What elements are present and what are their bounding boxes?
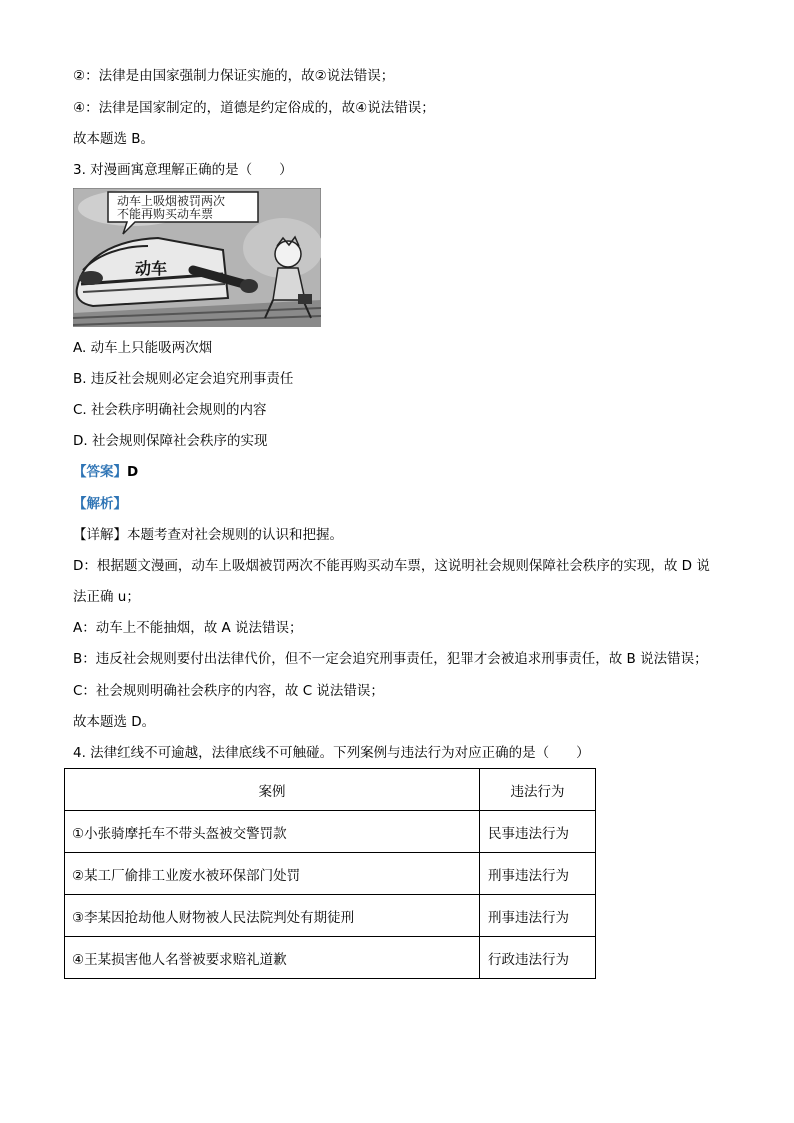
table-row	[65, 895, 596, 937]
analysis-line	[73, 494, 127, 514]
bubble-text: 不能再购买动车票	[117, 207, 214, 221]
table-cell: 刑事违法行为	[480, 895, 596, 937]
table-cell: ④王某损害他人名誉被要求赔礼道歉	[65, 937, 480, 979]
text-line: A：动车上不能抽烟，故 A 说法错误；	[73, 620, 303, 636]
question-4: 4. 法律红线不可逾越，法律底线不可触碰。下列案例与违法行为对应正确的是（ ）	[73, 745, 590, 761]
text-line: B：违反社会规则要付出法律代价，但不一定会追究刑事责任，犯罪才会被追求刑事责任，故 B 说法错误；	[73, 651, 708, 667]
train-label: 动车	[135, 259, 168, 278]
text-line: 法正确 u；	[73, 589, 140, 605]
answer-tag: 【答案】	[73, 464, 127, 480]
text-line: D：根据题文漫画，动车上吸烟被罚两次不能再购买动车票，这说明社会规则保障社会秩序的实现，故 D 说	[73, 558, 710, 574]
table-cell: 刑事违法行为	[480, 853, 596, 895]
table-cell: 行政违法行为	[480, 937, 596, 979]
text-line: ②：法律是由国家强制力保证实施的，故②说法错误；	[73, 68, 395, 84]
table-header: 违法行为	[480, 769, 596, 811]
option-c: C. 社会秩序明确社会规则的内容	[73, 402, 267, 418]
detail-line: 【详解】本题考查对社会规则的认识和把握。	[73, 527, 343, 543]
option-b: B. 违反社会规则必定会追究刑事责任	[73, 371, 294, 387]
table-cell: ①小张骑摩托车不带头盔被交警罚款	[65, 811, 480, 853]
answer-line	[73, 462, 138, 482]
cartoon-image	[73, 188, 321, 327]
text-line: 故本题选 D。	[73, 714, 156, 730]
table-row	[65, 937, 596, 979]
table-row	[65, 853, 596, 895]
analysis-tag: 【解析】	[73, 496, 127, 512]
question-3: 3. 对漫画寓意理解正确的是（ ）	[73, 162, 293, 178]
option-d: D. 社会规则保障社会秩序的实现	[73, 433, 268, 449]
table-header: 案例	[65, 769, 480, 811]
text-line: C：社会规则明确社会秩序的内容，故 C 说法错误；	[73, 683, 384, 699]
bubble-text: 动车上吸烟被罚两次	[117, 194, 226, 208]
case-table	[64, 768, 596, 979]
table-cell: ③李某因抢劫他人财物被人民法院判处有期徒刑	[65, 895, 480, 937]
text-line: ④：法律是国家制定的，道德是约定俗成的，故④说法错误；	[73, 100, 435, 116]
answer-value: D	[127, 464, 139, 480]
text-line: 故本题选 B。	[73, 131, 155, 147]
table-cell: 民事违法行为	[480, 811, 596, 853]
table-row	[65, 811, 596, 853]
table-header-row	[65, 769, 596, 811]
option-a: A. 动车上只能吸两次烟	[73, 340, 213, 356]
table-cell: ②某工厂偷排工业废水被环保部门处罚	[65, 853, 480, 895]
